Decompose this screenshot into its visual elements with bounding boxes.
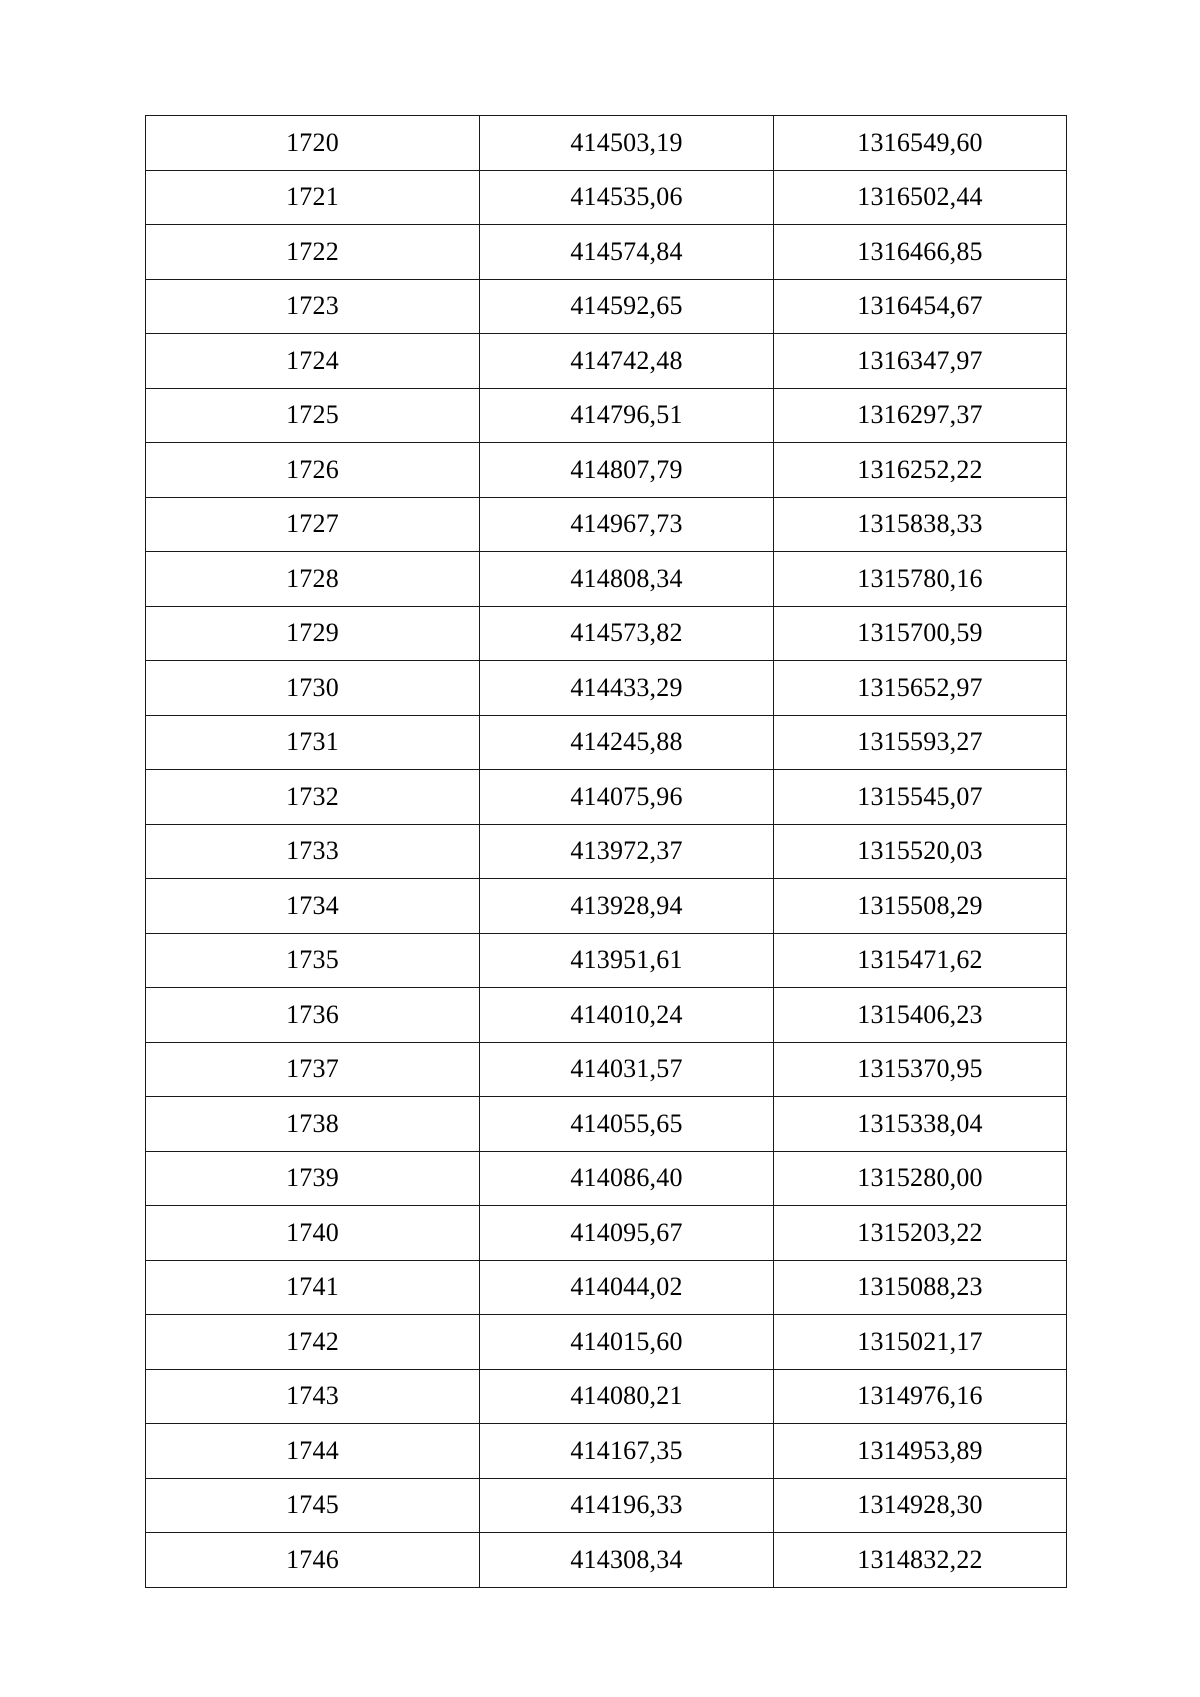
y-coordinate-cell: 1315780,16 — [774, 552, 1067, 607]
y-coordinate-cell: 1315652,97 — [774, 661, 1067, 716]
x-coordinate-cell: 414055,65 — [480, 1097, 774, 1152]
point-number-cell: 1736 — [146, 988, 480, 1043]
point-number-cell: 1725 — [146, 388, 480, 443]
table-row — [146, 1533, 1067, 1588]
point-number-cell: 1738 — [146, 1097, 480, 1152]
table-row — [146, 1097, 1067, 1152]
x-coordinate-cell: 414742,48 — [480, 334, 774, 389]
y-coordinate-cell: 1314976,16 — [774, 1369, 1067, 1424]
y-coordinate-cell: 1314928,30 — [774, 1478, 1067, 1533]
table-row — [146, 879, 1067, 934]
x-coordinate-cell: 414308,34 — [480, 1533, 774, 1588]
x-coordinate-cell: 414573,82 — [480, 606, 774, 661]
point-number-cell: 1726 — [146, 443, 480, 498]
x-coordinate-cell: 414808,34 — [480, 552, 774, 607]
point-number-cell: 1743 — [146, 1369, 480, 1424]
x-coordinate-cell: 414967,73 — [480, 497, 774, 552]
coordinates-table — [145, 115, 1067, 1588]
y-coordinate-cell: 1315700,59 — [774, 606, 1067, 661]
y-coordinate-cell: 1315545,07 — [774, 770, 1067, 825]
table-row — [146, 988, 1067, 1043]
point-number-cell: 1724 — [146, 334, 480, 389]
y-coordinate-cell: 1315021,17 — [774, 1315, 1067, 1370]
table-row — [146, 497, 1067, 552]
point-number-cell: 1741 — [146, 1260, 480, 1315]
point-number-cell: 1721 — [146, 170, 480, 225]
point-number-cell: 1732 — [146, 770, 480, 825]
x-coordinate-cell: 414167,35 — [480, 1424, 774, 1479]
point-number-cell: 1722 — [146, 225, 480, 280]
x-coordinate-cell: 414095,67 — [480, 1206, 774, 1261]
x-coordinate-cell: 414015,60 — [480, 1315, 774, 1370]
x-coordinate-cell: 414592,65 — [480, 279, 774, 334]
y-coordinate-cell: 1315471,62 — [774, 933, 1067, 988]
y-coordinate-cell: 1316502,44 — [774, 170, 1067, 225]
table-row — [146, 933, 1067, 988]
y-coordinate-cell: 1315593,27 — [774, 715, 1067, 770]
point-number-cell: 1730 — [146, 661, 480, 716]
point-number-cell: 1731 — [146, 715, 480, 770]
table-row — [146, 443, 1067, 498]
table-row — [146, 824, 1067, 879]
point-number-cell: 1734 — [146, 879, 480, 934]
point-number-cell: 1737 — [146, 1042, 480, 1097]
x-coordinate-cell: 414433,29 — [480, 661, 774, 716]
point-number-cell: 1733 — [146, 824, 480, 879]
table-row — [146, 116, 1067, 171]
table-row — [146, 1206, 1067, 1261]
table-row — [146, 1478, 1067, 1533]
table-row — [146, 1424, 1067, 1479]
x-coordinate-cell: 414245,88 — [480, 715, 774, 770]
x-coordinate-cell: 414807,79 — [480, 443, 774, 498]
y-coordinate-cell: 1316252,22 — [774, 443, 1067, 498]
y-coordinate-cell: 1315370,95 — [774, 1042, 1067, 1097]
y-coordinate-cell: 1315520,03 — [774, 824, 1067, 879]
table-row — [146, 170, 1067, 225]
point-number-cell: 1742 — [146, 1315, 480, 1370]
point-number-cell: 1720 — [146, 116, 480, 171]
y-coordinate-cell: 1316297,37 — [774, 388, 1067, 443]
y-coordinate-cell: 1316466,85 — [774, 225, 1067, 280]
point-number-cell: 1740 — [146, 1206, 480, 1261]
point-number-cell: 1729 — [146, 606, 480, 661]
y-coordinate-cell: 1315203,22 — [774, 1206, 1067, 1261]
table-row — [146, 661, 1067, 716]
table-row — [146, 552, 1067, 607]
point-number-cell: 1728 — [146, 552, 480, 607]
table-row — [146, 770, 1067, 825]
point-number-cell: 1727 — [146, 497, 480, 552]
x-coordinate-cell: 414075,96 — [480, 770, 774, 825]
table-row — [146, 715, 1067, 770]
y-coordinate-cell: 1315088,23 — [774, 1260, 1067, 1315]
y-coordinate-cell: 1316549,60 — [774, 116, 1067, 171]
table-row — [146, 1260, 1067, 1315]
point-number-cell: 1735 — [146, 933, 480, 988]
point-number-cell: 1723 — [146, 279, 480, 334]
x-coordinate-cell: 414086,40 — [480, 1151, 774, 1206]
x-coordinate-cell: 414044,02 — [480, 1260, 774, 1315]
table-row — [146, 334, 1067, 389]
x-coordinate-cell: 413951,61 — [480, 933, 774, 988]
y-coordinate-cell: 1316347,97 — [774, 334, 1067, 389]
y-coordinate-cell: 1315508,29 — [774, 879, 1067, 934]
x-coordinate-cell: 413972,37 — [480, 824, 774, 879]
table-row — [146, 388, 1067, 443]
x-coordinate-cell: 414535,06 — [480, 170, 774, 225]
x-coordinate-cell: 414574,84 — [480, 225, 774, 280]
table-row — [146, 1369, 1067, 1424]
point-number-cell: 1744 — [146, 1424, 480, 1479]
table-row — [146, 1151, 1067, 1206]
table-row — [146, 1042, 1067, 1097]
y-coordinate-cell: 1316454,67 — [774, 279, 1067, 334]
y-coordinate-cell: 1315838,33 — [774, 497, 1067, 552]
y-coordinate-cell: 1315406,23 — [774, 988, 1067, 1043]
x-coordinate-cell: 414080,21 — [480, 1369, 774, 1424]
x-coordinate-cell: 414196,33 — [480, 1478, 774, 1533]
x-coordinate-cell: 414010,24 — [480, 988, 774, 1043]
table-row — [146, 279, 1067, 334]
x-coordinate-cell: 414503,19 — [480, 116, 774, 171]
point-number-cell: 1746 — [146, 1533, 480, 1588]
point-number-cell: 1745 — [146, 1478, 480, 1533]
x-coordinate-cell: 414031,57 — [480, 1042, 774, 1097]
coordinates-table-body — [146, 116, 1067, 1588]
y-coordinate-cell: 1315338,04 — [774, 1097, 1067, 1152]
y-coordinate-cell: 1314953,89 — [774, 1424, 1067, 1479]
y-coordinate-cell: 1315280,00 — [774, 1151, 1067, 1206]
x-coordinate-cell: 414796,51 — [480, 388, 774, 443]
x-coordinate-cell: 413928,94 — [480, 879, 774, 934]
table-row — [146, 225, 1067, 280]
table-row — [146, 606, 1067, 661]
table-row — [146, 1315, 1067, 1370]
y-coordinate-cell: 1314832,22 — [774, 1533, 1067, 1588]
point-number-cell: 1739 — [146, 1151, 480, 1206]
